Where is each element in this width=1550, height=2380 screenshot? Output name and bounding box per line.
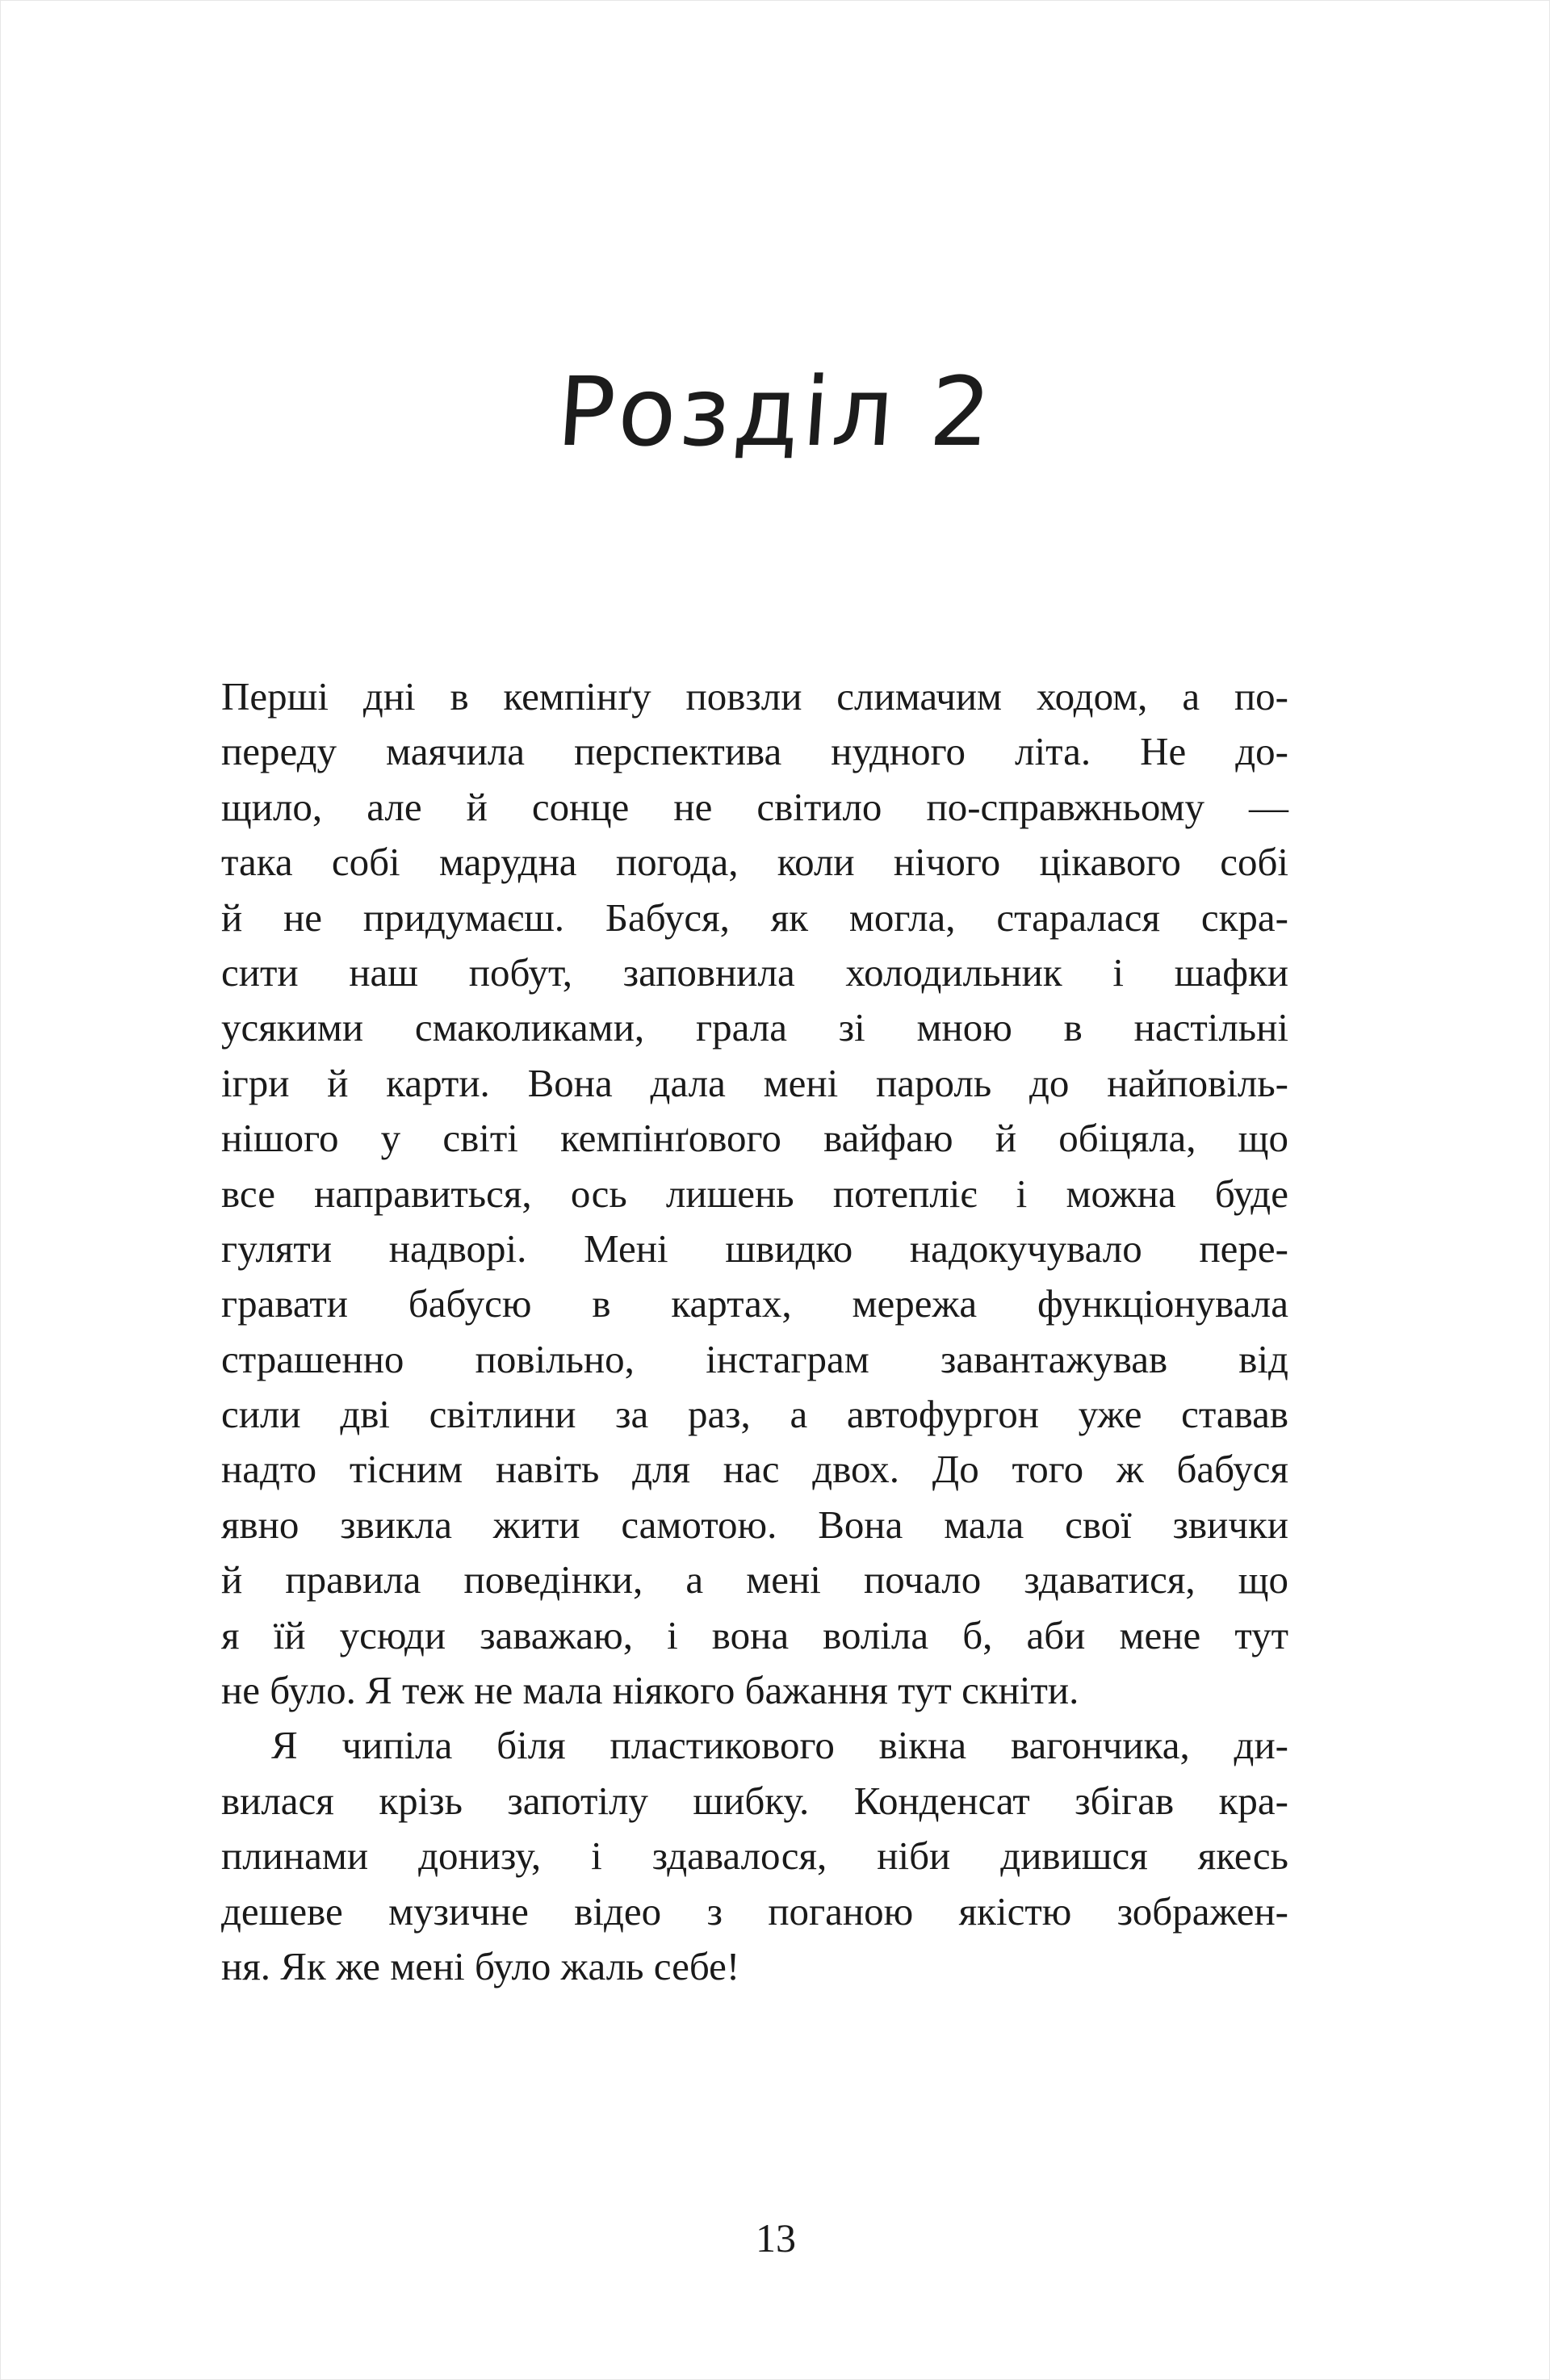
text-line: плинами донизу, і здавалося, ніби дивишся якесь bbox=[221, 1833, 1288, 1879]
text-line: ігри й карти. Вона дала мені пароль до найповіль- bbox=[221, 1060, 1288, 1105]
text-line: все направиться, ось лишень потепліє і можна буде bbox=[221, 1171, 1288, 1216]
text-line: ня. Як же мені було жаль себе! bbox=[221, 1943, 740, 1988]
page-number: 13 bbox=[756, 2215, 796, 2261]
text-line: така собі марудна погода, коли нічого цікавого собі bbox=[221, 840, 1288, 885]
text-line: явно звикла жити самотою. Вона мала свої звички bbox=[221, 1502, 1288, 1547]
text-line: гравати бабусю в картах, мережа функціонувала bbox=[221, 1281, 1288, 1326]
text-line: щило, але й сонце не світило по-справжньому — bbox=[221, 784, 1288, 829]
text-line: й не придумаєш. Бабуся, як могла, старалася скра- bbox=[221, 895, 1288, 940]
body-text bbox=[221, 669, 1288, 1994]
text-line: страшенно повільно, інстаграм завантажував від bbox=[221, 1336, 1288, 1381]
text-line: й правила поведінки, а мені почало здаватися, що bbox=[221, 1557, 1288, 1603]
text-line: не було. Я теж не мала ніякого бажання тут скніти. bbox=[221, 1668, 1079, 1713]
chapter-title: Розділ 2 bbox=[553, 356, 999, 467]
text-line: я їй усюди заважаю, і вона воліла б, аби мене тут bbox=[221, 1612, 1288, 1657]
text-line: усякими смаколиками, грала зі мною в настільні bbox=[221, 1005, 1288, 1050]
text-line: надто тісним навіть для нас двох. До того ж бабуся bbox=[221, 1447, 1288, 1492]
text-line: сили дві світлини за раз, а автофургон уже ставав bbox=[221, 1392, 1288, 1437]
text-line: гуляти надворі. Мені швидко надокучувало пере- bbox=[221, 1226, 1288, 1271]
text-line: нішого у світі кемпінґового вайфаю й обіцяла, що bbox=[221, 1116, 1288, 1161]
text-line: сити наш побут, заповнила холодильник і шафки bbox=[221, 949, 1288, 995]
text-line: Я чипіла біля пластикового вікна вагончика, ди- bbox=[271, 1723, 1288, 1768]
text-line: дешеве музичне відео з поганою якістю зображен- bbox=[221, 1888, 1288, 1934]
text-line: вилася крізь запотілу шибку. Конденсат збігав кра- bbox=[221, 1778, 1288, 1823]
text-line: Перші дні в кемпінґу повзли слимачим ходом, а по- bbox=[221, 674, 1288, 719]
text-line: переду маячила перспектива нудного літа. Не до- bbox=[221, 729, 1288, 774]
